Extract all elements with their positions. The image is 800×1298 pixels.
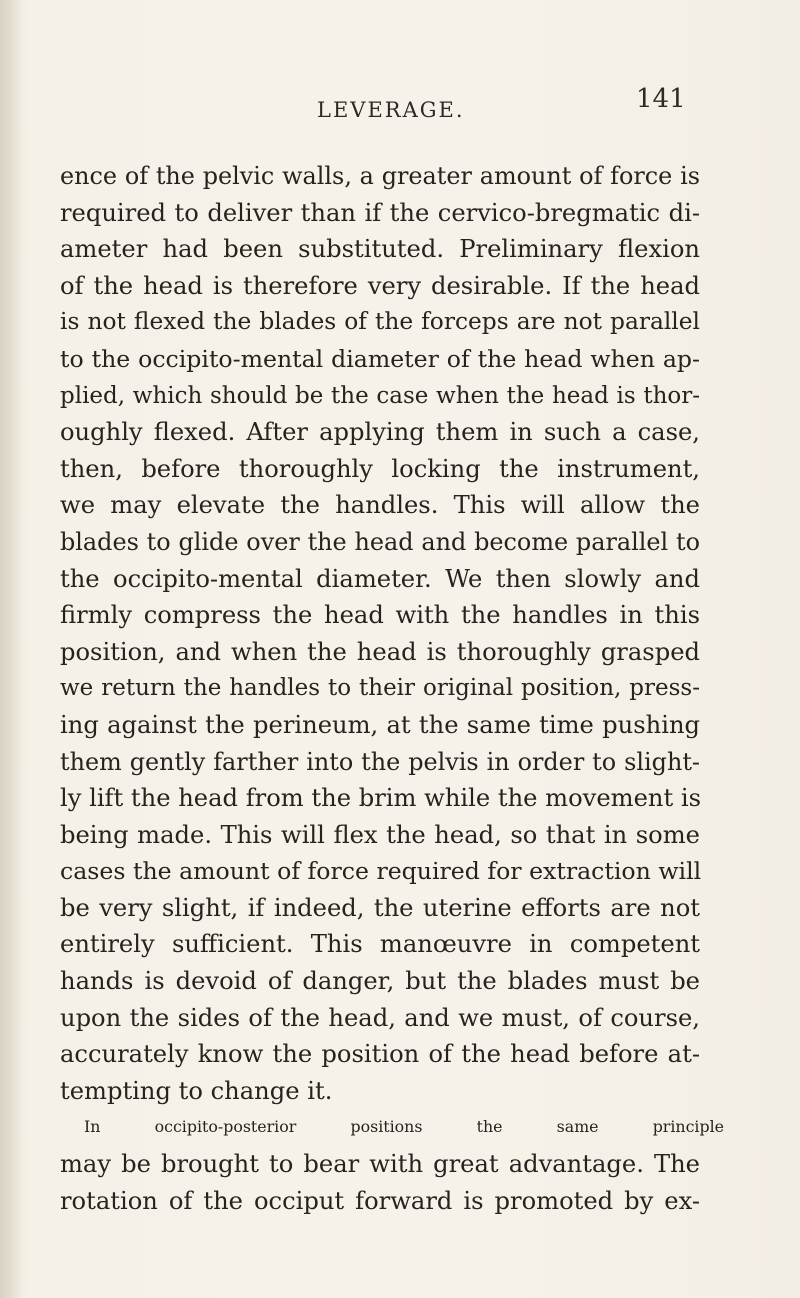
text-line: then, before thoroughly locking the instrument, — [60, 454, 700, 483]
text-line: being made. This will flex the head, so that in some — [60, 820, 700, 849]
running-head: LEVERAGE. — [317, 98, 465, 122]
body-text — [60, 158, 724, 1219]
text-line: ing against the perineum, at the same time pushing — [60, 710, 700, 739]
text-line: ly lift the head from the brim while the movement is — [60, 784, 702, 813]
text-line: entirely sufficient. This manœuvre in competent — [60, 930, 700, 959]
text-line: position, and when the head is thoroughly grasped — [60, 637, 700, 666]
text-line: oughly flexed. After applying them in such a case, — [60, 418, 700, 447]
text-line: plied, which should be the case when the head is thor- — [60, 382, 700, 409]
text-line: ameter had been substituted. Preliminary flexion — [60, 235, 700, 264]
text-line: we return the handles to their original position, press- — [60, 675, 700, 702]
text-line: to the occipito-mental diameter of the head when ap- — [60, 344, 700, 373]
text-line: upon the sides of the head, and we must, of course, — [60, 1003, 700, 1032]
text-line: tempting to change it. — [60, 1076, 333, 1105]
text-line: hands is devoid of danger, but the blades must be — [60, 967, 700, 996]
text-line: is not flexed the blades of the forceps are not parallel — [60, 308, 700, 336]
page-number: 141 — [636, 84, 686, 114]
text-line: may be brought to bear with great advantage. The — [60, 1150, 700, 1179]
text-line: cases the amount of force required for extraction will — [60, 857, 702, 886]
text-line: ence of the pelvic walls, a greater amount of force is — [60, 162, 700, 190]
text-line: blades to glide over the head and become parallel to — [60, 527, 700, 556]
text-line: accurately know the position of the head before at- — [60, 1040, 700, 1069]
text-line: required to deliver than if the cervico-bregmatic di- — [60, 198, 700, 227]
paragraph-2 — [60, 1109, 724, 1219]
text-line: the occipito-mental diameter. We then slowly and — [60, 564, 700, 593]
text-line: them gently farther into the pelvis in order to slight- — [60, 747, 700, 776]
text-line: of the head is therefore very desirable. If the head — [60, 271, 700, 300]
paragraph-1 — [60, 158, 700, 1109]
text-line: In occipito-posterior positions the same principle — [84, 1117, 724, 1137]
text-line: we may elevate the handles. This will allow the — [60, 491, 700, 520]
page-gutter-shadow — [0, 0, 22, 1298]
text-line: rotation of the occiput forward is promoted by ex- — [60, 1186, 700, 1215]
text-line: be very slight, if indeed, the uterine efforts are not — [60, 893, 700, 922]
text-line: firmly compress the head with the handles in this — [60, 601, 700, 630]
